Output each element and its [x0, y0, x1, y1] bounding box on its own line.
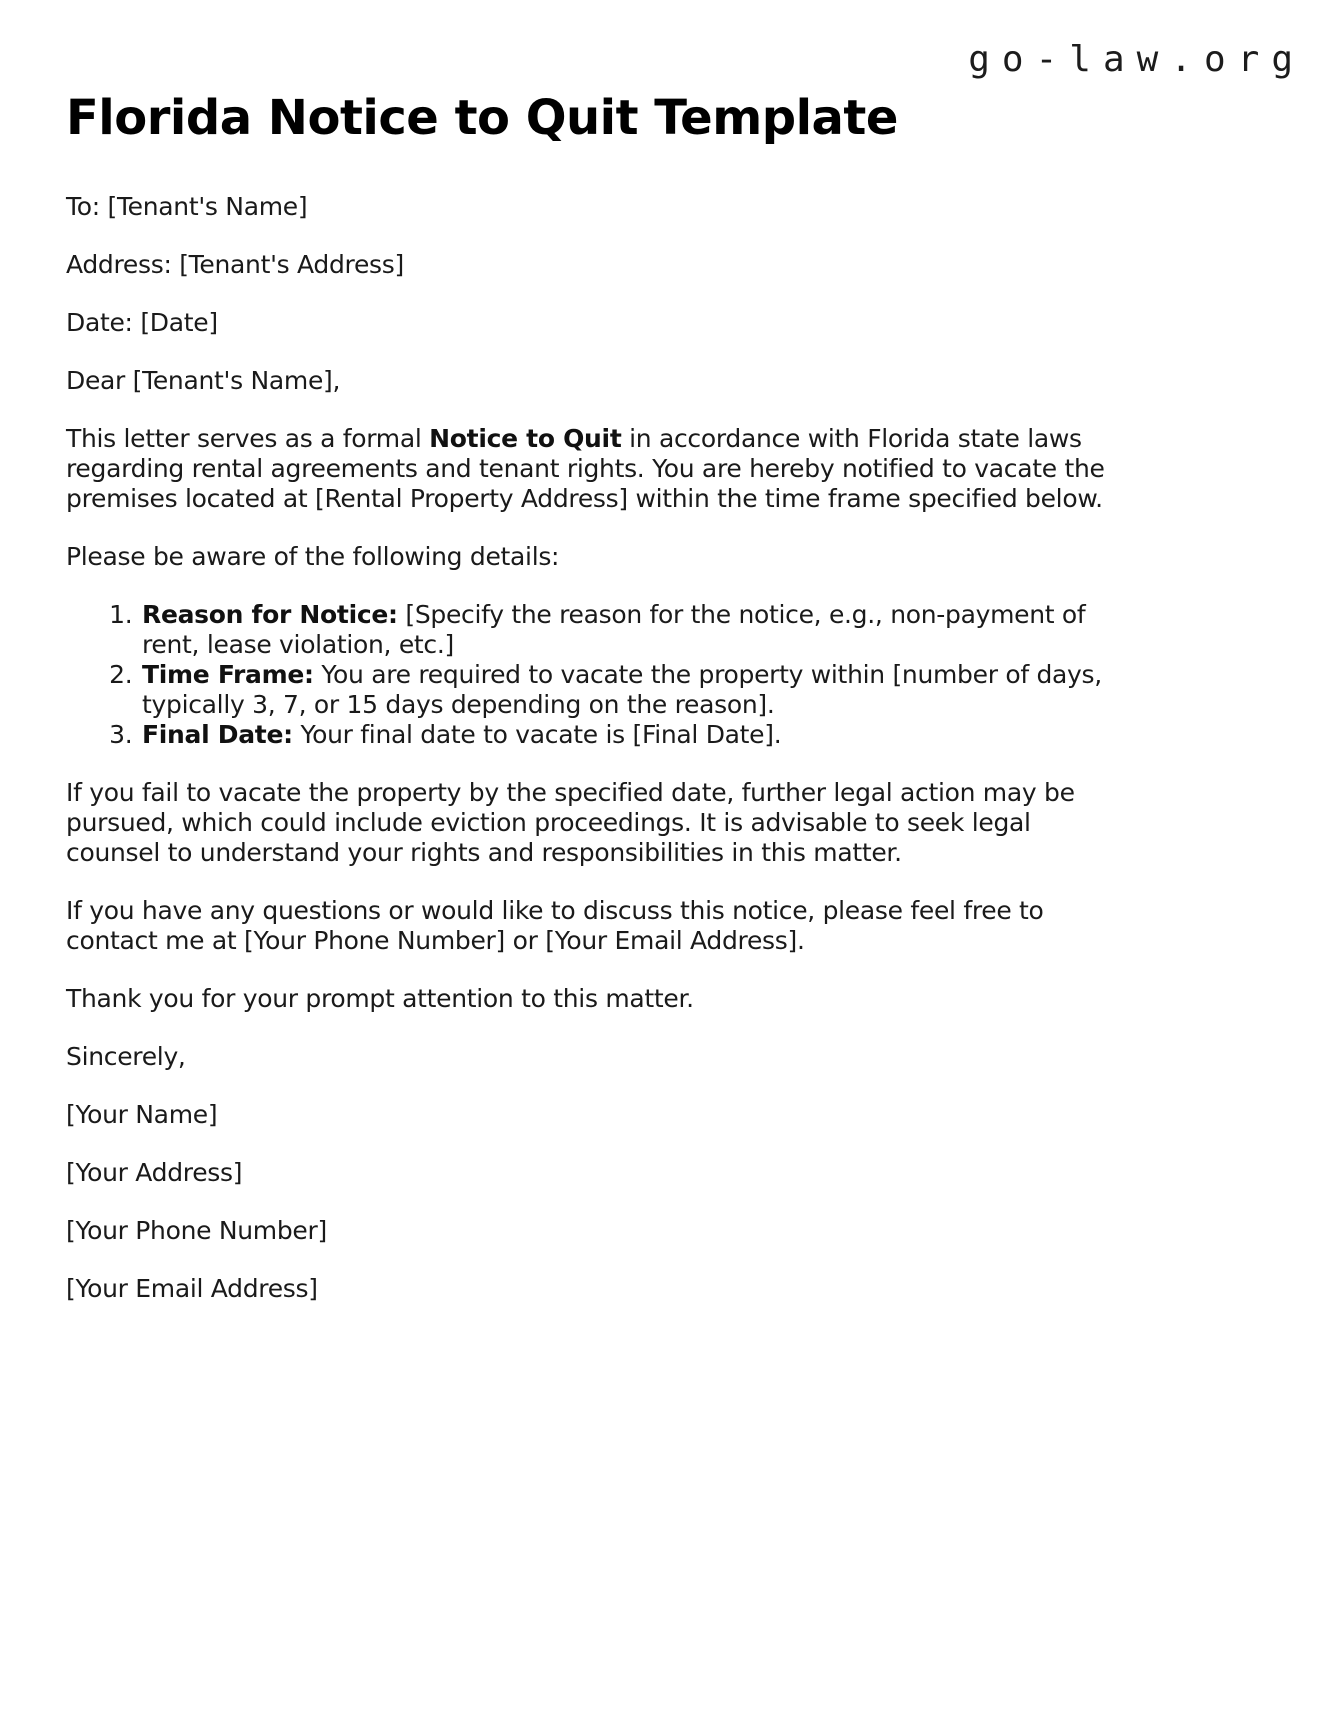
signature-email: [Your Email Address] [66, 1274, 318, 1303]
reason-text: [Specify the reason for the notice, e.g., non-payment of rent, lease violation, etc.] [142, 600, 1086, 659]
contact-paragraph: If you have any questions or would like to discuss this notice, please feel free to contact me at [Your Phone Number] or [Your Email Address]. [66, 896, 1044, 955]
letter-body [66, 192, 1128, 1304]
closing-line: Sincerely, [66, 1042, 186, 1071]
time-frame-text: You are required to vacate the property within [number of days, typically 3, 7, or 15 days depending on the reason]. [142, 660, 1102, 719]
thanks-line: Thank you for your prompt attention to this matter. [66, 984, 694, 1013]
intro-paragraph [66, 424, 1128, 514]
time-frame-label: Time Frame: [142, 660, 314, 689]
details-list [66, 600, 1128, 750]
site-logo: go-law.org [968, 39, 1305, 80]
notice-to-quit-bold: Notice to Quit [429, 424, 622, 453]
signature-name: [Your Name] [66, 1100, 218, 1129]
details-intro: Please be aware of the following details: [66, 542, 560, 571]
date-line: Date: [Date] [66, 308, 218, 337]
address-line: Address: [Tenant's Address] [66, 250, 404, 279]
to-line: To: [Tenant's Name] [66, 192, 308, 221]
salutation: Dear [Tenant's Name], [66, 366, 341, 395]
final-date-label: Final Date: [142, 720, 293, 749]
page-title: Florida Notice to Quit Template [66, 90, 898, 146]
list-item-reason [140, 600, 1128, 660]
intro-post-text: in accordance with Florida state laws regarding rental agreements and tenant rights. You are hereby notified to vacate the premises located at [Rental Property Address] within the time frame specified below. [66, 424, 1105, 513]
list-item-final-date [140, 720, 1128, 750]
final-date-text: Your final date to vacate is [Final Date]. [292, 720, 782, 749]
consequences-paragraph: If you fail to vacate the property by the specified date, further legal action may be pursued, which could include eviction proceedings. It is advisable to seek legal counsel to understand your rights and responsibilities in this matter. [66, 778, 1075, 867]
intro-pre-text: This letter serves as a formal [66, 424, 430, 453]
signature-phone: [Your Phone Number] [66, 1216, 327, 1245]
list-item-time-frame [140, 660, 1128, 720]
signature-address: [Your Address] [66, 1158, 243, 1187]
reason-label: Reason for Notice: [142, 600, 398, 629]
